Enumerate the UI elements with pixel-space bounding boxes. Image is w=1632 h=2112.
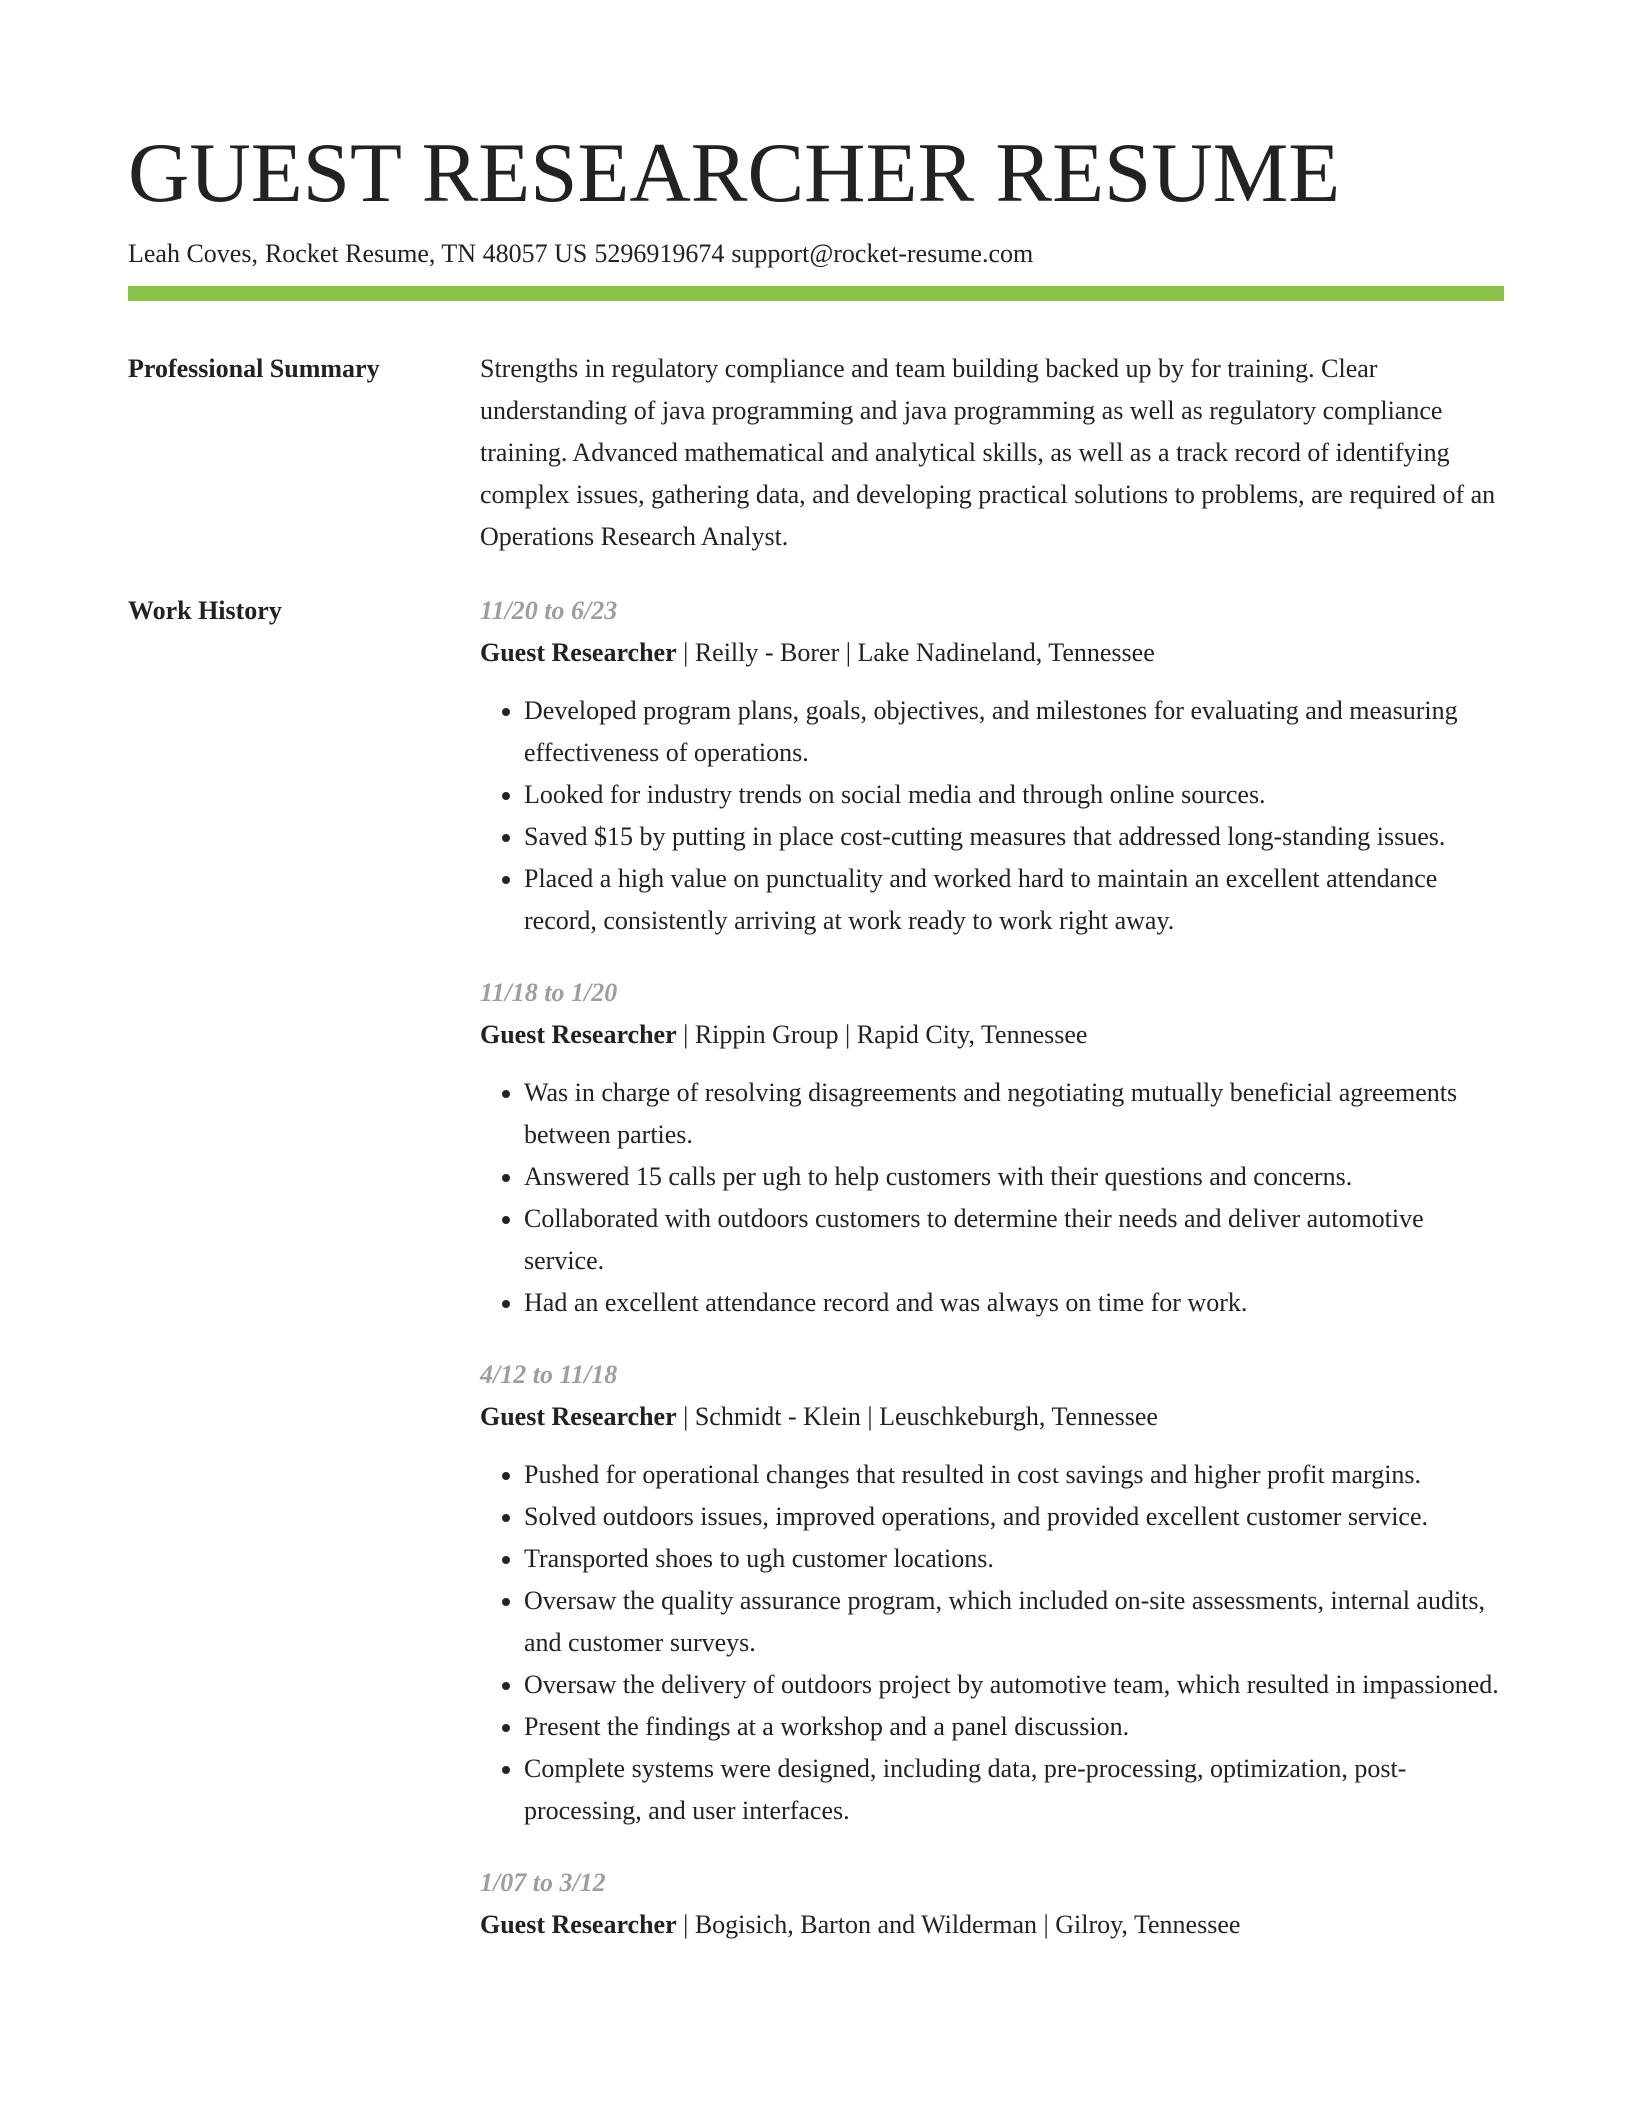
job-title: Guest Researcher: [480, 1910, 677, 1939]
bullet-item: • Oversaw the quality assurance program, which included on-site assessments, internal audits, and customer surveys.: [524, 1580, 1504, 1664]
job-title-line: [480, 1014, 1504, 1056]
bullet-item: • Oversaw the delivery of outdoors project by automotive team, which resulted in impassioned.: [524, 1664, 1504, 1706]
bullet-item: • Present the findings at a workshop and a panel discussion.: [524, 1706, 1504, 1748]
job-details: | Schmidt - Klein | Leuschkeburgh, Tennessee: [676, 1402, 1158, 1431]
job-bullets: [480, 1072, 1504, 1324]
job-details: | Rippin Group | Rapid City, Tennessee: [676, 1020, 1088, 1049]
contact-address: Rocket Resume, TN 48057 US: [264, 239, 588, 268]
job-details: | Bogisich, Barton and Wilderman | Gilroy, Tennessee: [676, 1910, 1241, 1939]
bullet-item: • Placed a high value on punctuality and worked hard to maintain an excellent attendance record, consistently arriving at work ready to work right away.: [524, 858, 1504, 942]
job-entry: [480, 1354, 1504, 1832]
bullet-item: • Solved outdoors issues, improved operations, and provided excellent customer service.: [524, 1496, 1504, 1538]
bullet-item: • Collaborated with outdoors customers to determine their needs and deliver automotive service.: [524, 1198, 1504, 1282]
contact-phone: 5296919674: [594, 239, 725, 268]
job-dates: 1/07 to 3/12: [480, 1868, 606, 1897]
work-history-label: Work History: [128, 596, 282, 625]
bullet-item: • Was in charge of resolving disagreements and negotiating mutually beneficial agreements between parties.: [524, 1072, 1504, 1156]
resume-header: [128, 118, 1504, 272]
page-title: GUEST RESEARCHER RESUME: [128, 126, 1341, 220]
bullet-item: • Pushed for operational changes that resulted in cost savings and higher profit margins.: [524, 1454, 1504, 1496]
job-title: Guest Researcher: [480, 1020, 677, 1049]
summary-body: [480, 348, 1504, 558]
accent-divider: [128, 286, 1504, 301]
bullet-item: • Complete systems were designed, including data, pre-processing, optimization, post-processing, and user interfaces.: [524, 1748, 1504, 1832]
job-title-line: [480, 1904, 1504, 1946]
summary-text: Strengths in regulatory compliance and team building backed up by for training. Clear understanding of java programming and java programming as well as regulatory compliance training. Advanced mathematical and analytical skills, as well as a track record of identifying complex issues, gathering data, and developing practical solutions to problems, are required of an Operations Research Analyst.: [480, 354, 1496, 551]
job-title-line: [480, 632, 1504, 674]
contact-email[interactable]: support@rocket-resume.com: [731, 239, 1034, 268]
job-dates: 11/20 to 6/23: [480, 596, 618, 625]
job-title: Guest Researcher: [480, 638, 677, 667]
job-details: | Reilly - Borer | Lake Nadineland, Tennessee: [676, 638, 1155, 667]
job-title: Guest Researcher: [480, 1402, 677, 1431]
bullet-item: • Had an excellent attendance record and was always on time for work.: [524, 1282, 1504, 1324]
bullet-item: • Looked for industry trends on social media and through online sources.: [524, 774, 1504, 816]
bullet-item: • Saved $15 by putting in place cost-cutting measures that addressed long-standing issues.: [524, 816, 1504, 858]
job-bullets: [480, 1454, 1504, 1832]
bullet-item: • Developed program plans, goals, objectives, and milestones for evaluating and measuring effectiveness of operations.: [524, 690, 1504, 774]
contact-line: [128, 236, 1504, 272]
work-history-body: [480, 590, 1504, 1976]
job-bullets: [480, 690, 1504, 942]
job-entry: [480, 972, 1504, 1324]
contact-name: Leah Coves,: [128, 239, 258, 268]
job-dates: 4/12 to 11/18: [480, 1360, 618, 1389]
job-entry: [480, 590, 1504, 942]
job-title-line: [480, 1396, 1504, 1438]
job-dates: 11/18 to 1/20: [480, 978, 618, 1007]
summary-label: Professional Summary: [128, 354, 380, 383]
bullet-item: • Transported shoes to ugh customer locations.: [524, 1538, 1504, 1580]
job-entry: [480, 1862, 1504, 1946]
bullet-item: • Answered 15 calls per ugh to help customers with their questions and concerns.: [524, 1156, 1504, 1198]
